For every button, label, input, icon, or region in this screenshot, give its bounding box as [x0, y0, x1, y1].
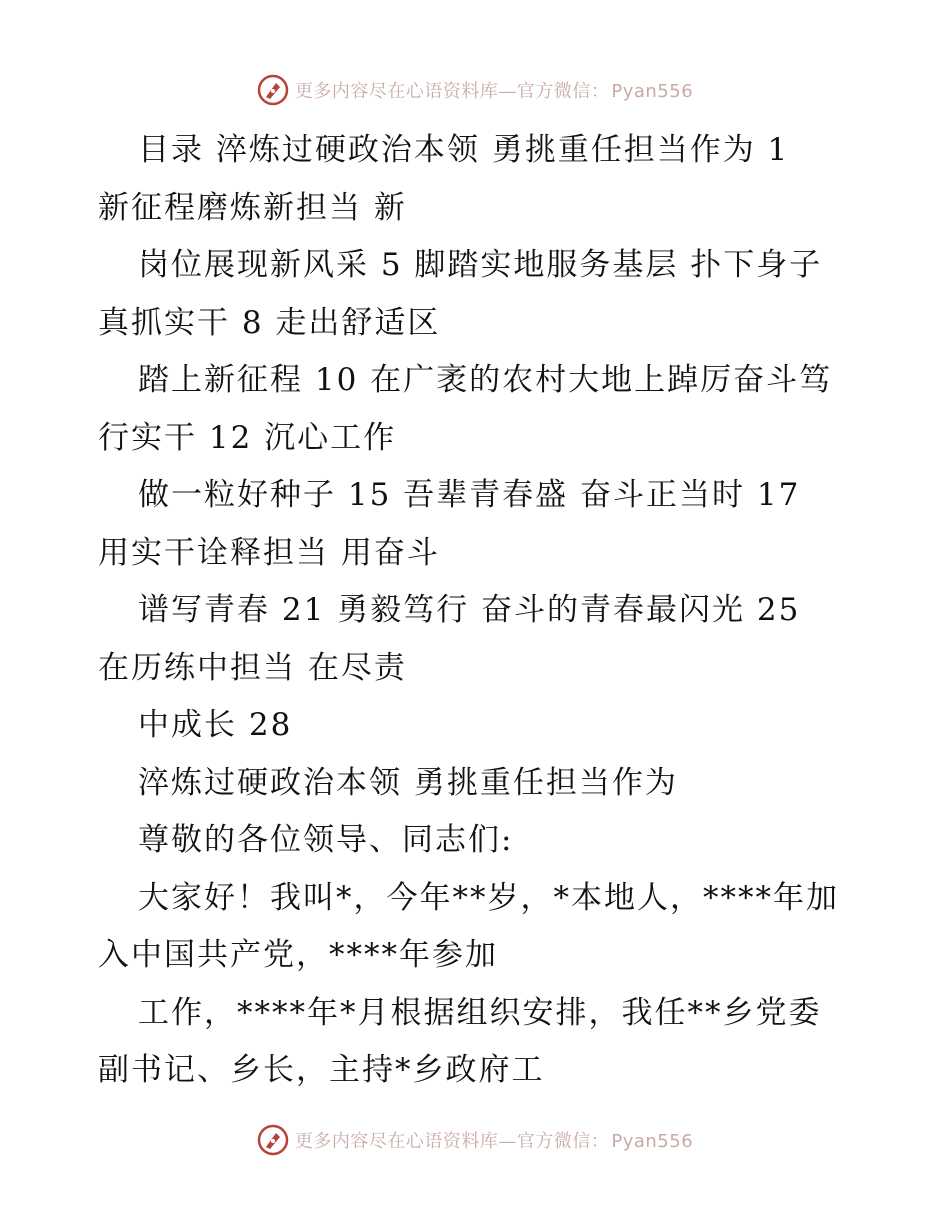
text-line: 踏上新征程 10 在广袤的农村大地上踔厉奋斗笃	[138, 362, 833, 398]
wechat-id: Pyan556	[611, 81, 694, 102]
document-body	[98, 122, 858, 1100]
watermark-text: 更多内容尽在心语资料库—官方微信： Pyan556	[294, 81, 694, 102]
text-line: 谱写青春 21 勇毅笃行 奋斗的青春最闪光 25	[138, 592, 801, 628]
header-watermark	[0, 70, 950, 110]
pen-nib-logo-icon	[257, 74, 289, 106]
text-line: 目录 淬炼过硬政治本领 勇挑重任担当作为 1	[138, 132, 790, 168]
text-line: 行实干 12 沉心工作	[98, 419, 397, 456]
pen-nib-logo-icon	[257, 1124, 289, 1156]
text-line: 入中国共产党，****年参加	[98, 937, 498, 973]
text-line: 大家好！我叫*，今年**岁，*本地人，****年加	[138, 879, 839, 916]
text-line: 用实干诠释担当 用奋斗	[98, 534, 440, 571]
text-line: 中成长 28	[138, 707, 293, 743]
text-line: 做一粒好种子 15 吾辈青春盛 奋斗正当时 17	[138, 477, 801, 513]
footer-watermark	[0, 1120, 950, 1160]
text-line: 在历练中担当 在尽责	[98, 649, 407, 686]
watermark-text: 更多内容尽在心语资料库—官方微信： Pyan556	[294, 1131, 694, 1152]
text-line: 新征程磨炼新担当 新	[98, 189, 407, 226]
text-line: 工作，****年*月根据组织安排，我任**乡党委	[138, 994, 822, 1031]
text-line: 副书记、乡长，主持*乡政府工	[98, 1052, 545, 1088]
text-line: 真抓实干 8 走出舒适区	[98, 304, 441, 341]
text-line: 尊敬的各位领导、同志们:	[138, 822, 514, 858]
wechat-id: Pyan556	[611, 1131, 694, 1152]
text-line: 岗位展现新风采 5 脚踏实地服务基层 扑下身子	[138, 247, 823, 283]
text-line: 淬炼过硬政治本领 勇挑重任担当作为	[138, 764, 678, 801]
